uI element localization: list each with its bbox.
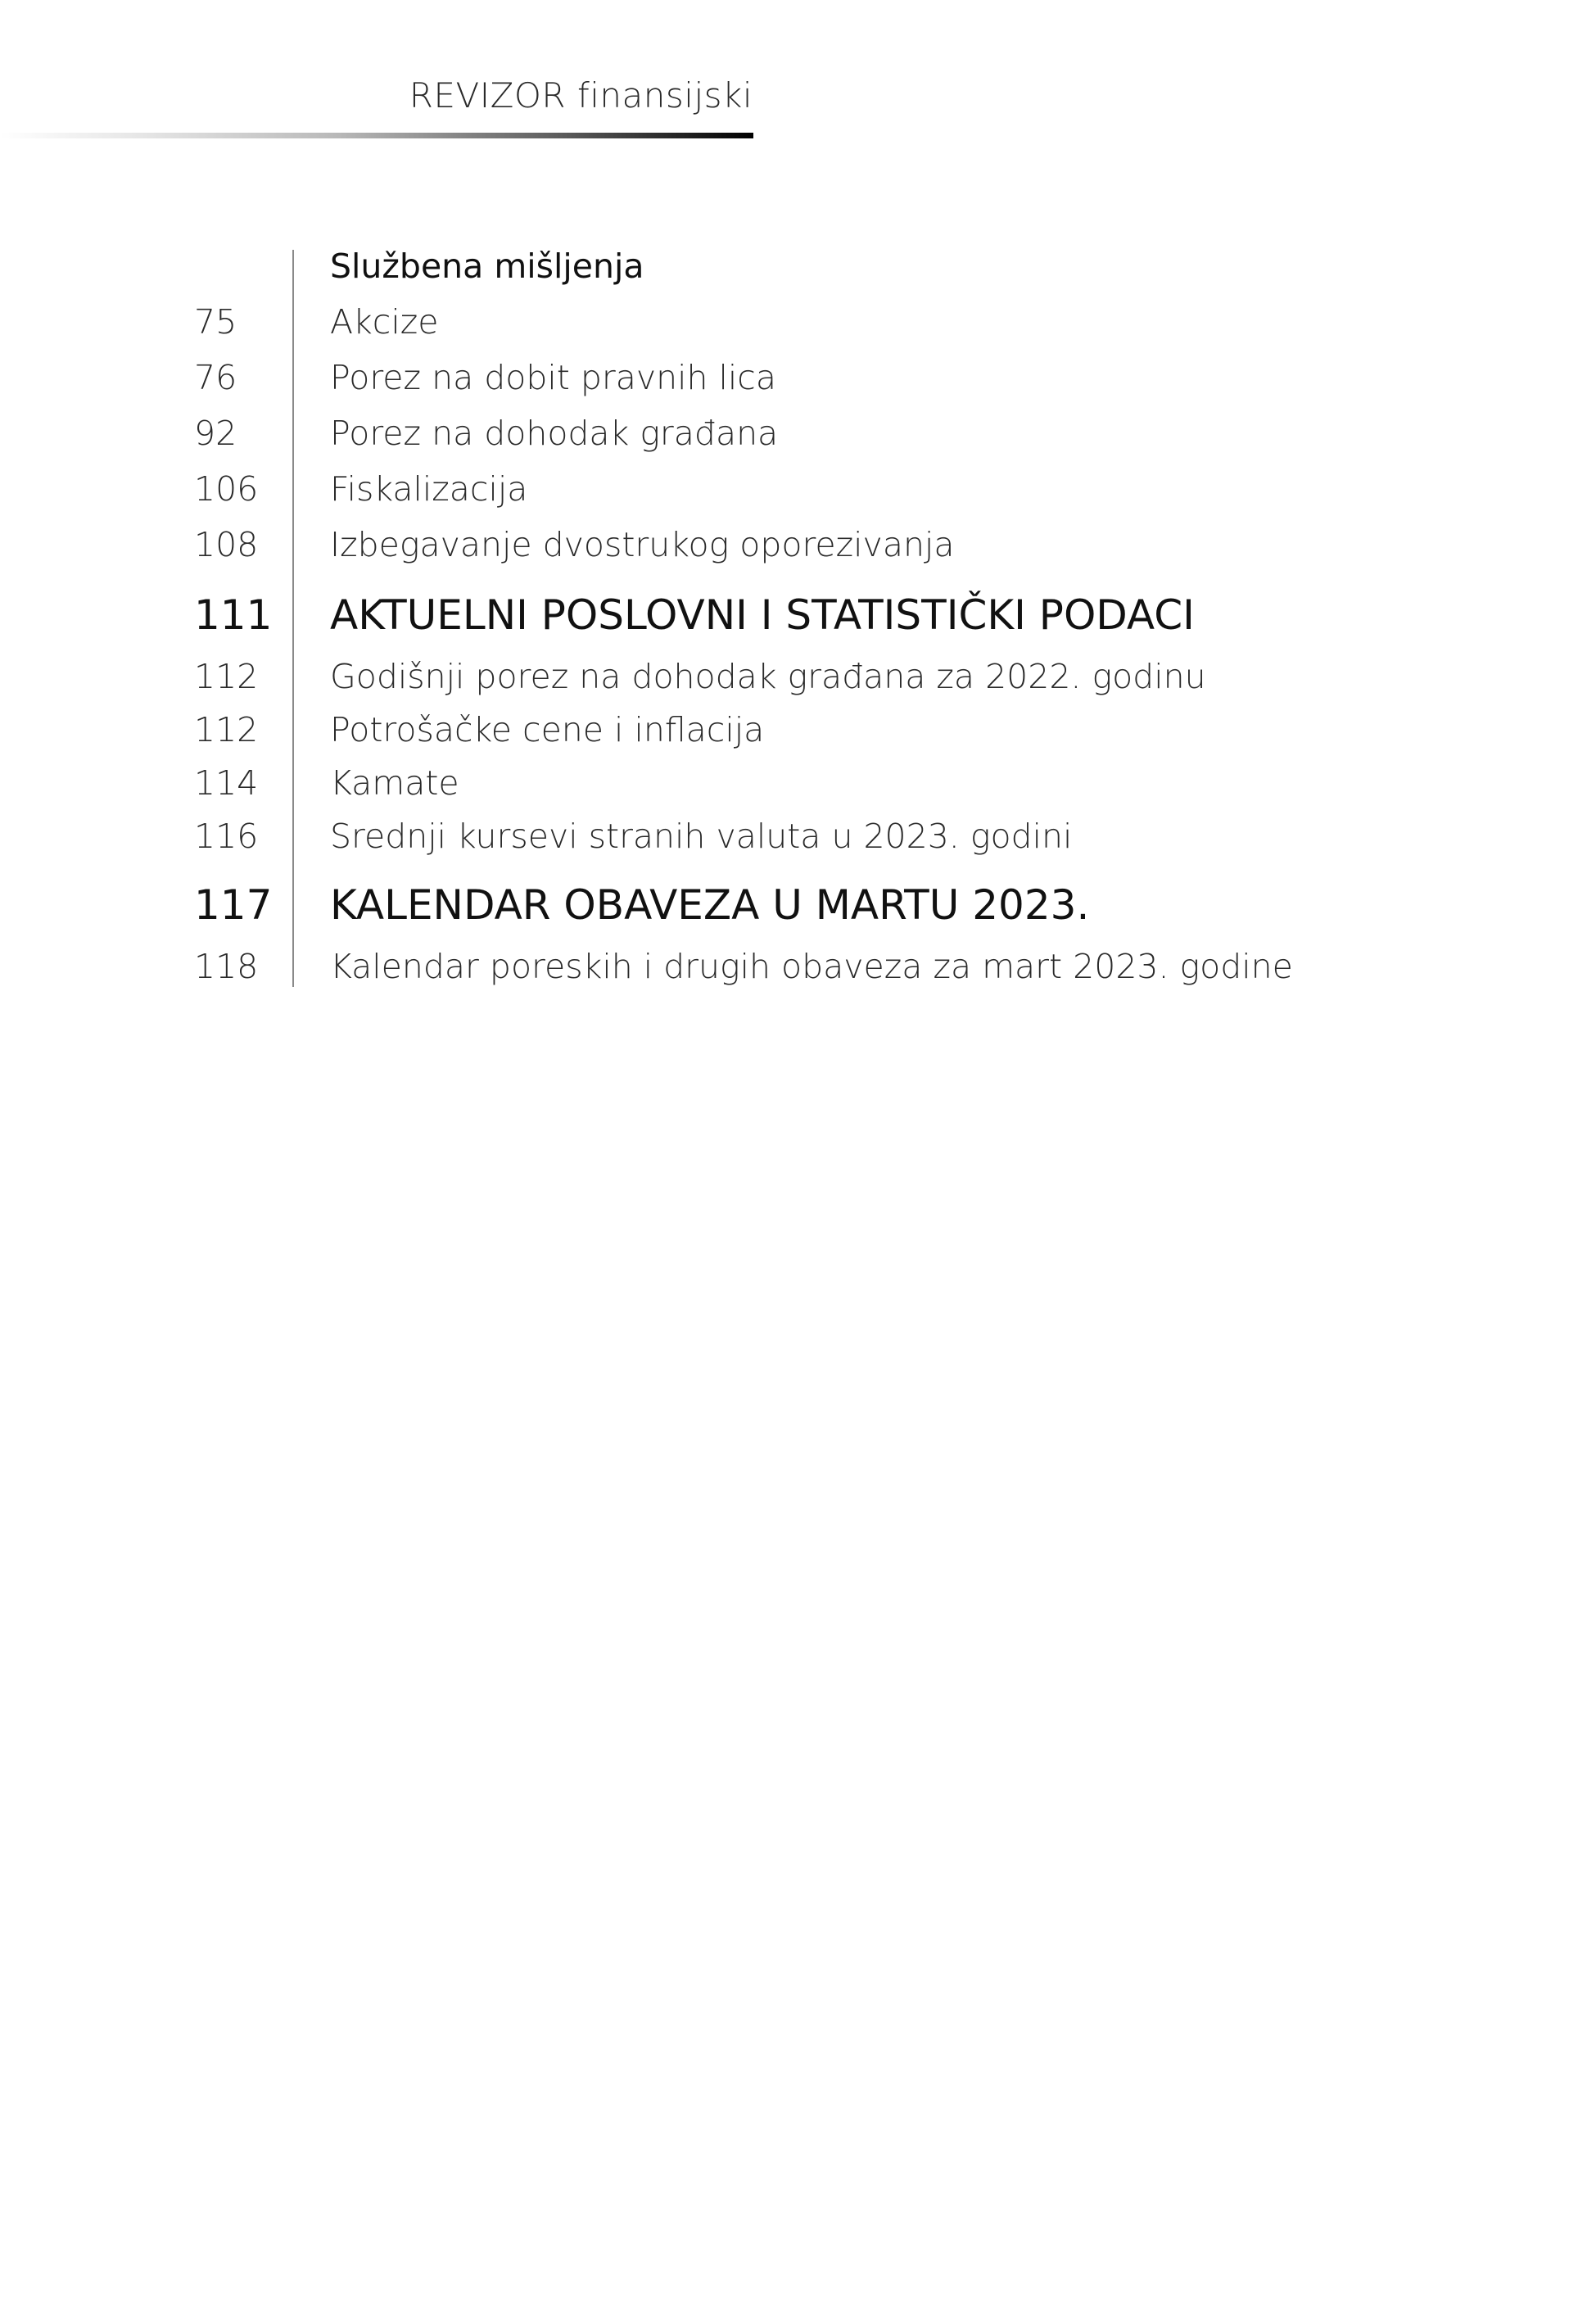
toc-entry[interactable] <box>0 520 1596 569</box>
toc-entry-page: 112 <box>194 710 259 749</box>
toc-entry-title: Godišnji porez na dohodak građana za 2022. godinu <box>330 657 1206 696</box>
toc-entry-title: Izbegavanje dvostrukog oporezivanja <box>330 525 955 564</box>
toc-entry-page: 92 <box>194 414 237 453</box>
toc-entry-page: 106 <box>194 469 259 509</box>
toc-entry[interactable] <box>0 942 1596 991</box>
toc-entry-title: Kalendar poreskih i drugih obaveza za mart 2023. godine <box>330 947 1293 986</box>
toc-entry[interactable] <box>0 353 1596 402</box>
toc-entry-page: 116 <box>194 817 259 856</box>
toc-entry-title: Potrošačke cene i inflacija <box>330 710 765 749</box>
toc-entry[interactable] <box>0 464 1596 514</box>
toc-entry-title: Porez na dohodak građana <box>330 414 779 453</box>
toc-section-label-text: Službena mišljenja <box>330 247 644 286</box>
toc-heading-title: KALENDAR OBAVEZA U MARTU 2023. <box>330 881 1090 929</box>
toc-heading-title: AKTUELNI POSLOVNI I STATISTIČKI PODACI <box>330 591 1195 639</box>
running-header-title: REVIZOR finansijski <box>409 75 753 115</box>
toc-entry[interactable] <box>0 812 1596 861</box>
toc-entry-page: 114 <box>194 763 259 803</box>
toc-entry[interactable] <box>0 758 1596 808</box>
toc-heading-entry[interactable] <box>0 591 1596 640</box>
toc-entry-page: 112 <box>194 657 259 696</box>
toc-entry-page: 108 <box>194 525 259 564</box>
toc-entry-title: Akcize <box>330 302 439 342</box>
toc-heading-page: 117 <box>194 881 273 929</box>
toc-entry-title: Porez na dobit pravnih lica <box>330 358 776 397</box>
toc-entry[interactable] <box>0 652 1596 701</box>
toc-entry[interactable] <box>0 409 1596 458</box>
header-rule <box>0 133 753 138</box>
toc-section-label <box>0 242 1596 291</box>
toc-entry-title: Fiskalizacija <box>330 469 528 509</box>
toc-heading-entry[interactable] <box>0 880 1596 930</box>
toc-entry-page: 76 <box>194 358 237 397</box>
toc-entry-page: 75 <box>194 302 237 342</box>
toc-heading-page: 111 <box>194 591 273 639</box>
toc-entry[interactable] <box>0 705 1596 754</box>
toc-entry-title: Kamate <box>330 763 459 803</box>
toc-entry-title: Srednji kursevi stranih valuta u 2023. godini <box>330 817 1073 856</box>
toc-entry-page: 118 <box>194 947 259 986</box>
toc-entry[interactable] <box>0 297 1596 346</box>
